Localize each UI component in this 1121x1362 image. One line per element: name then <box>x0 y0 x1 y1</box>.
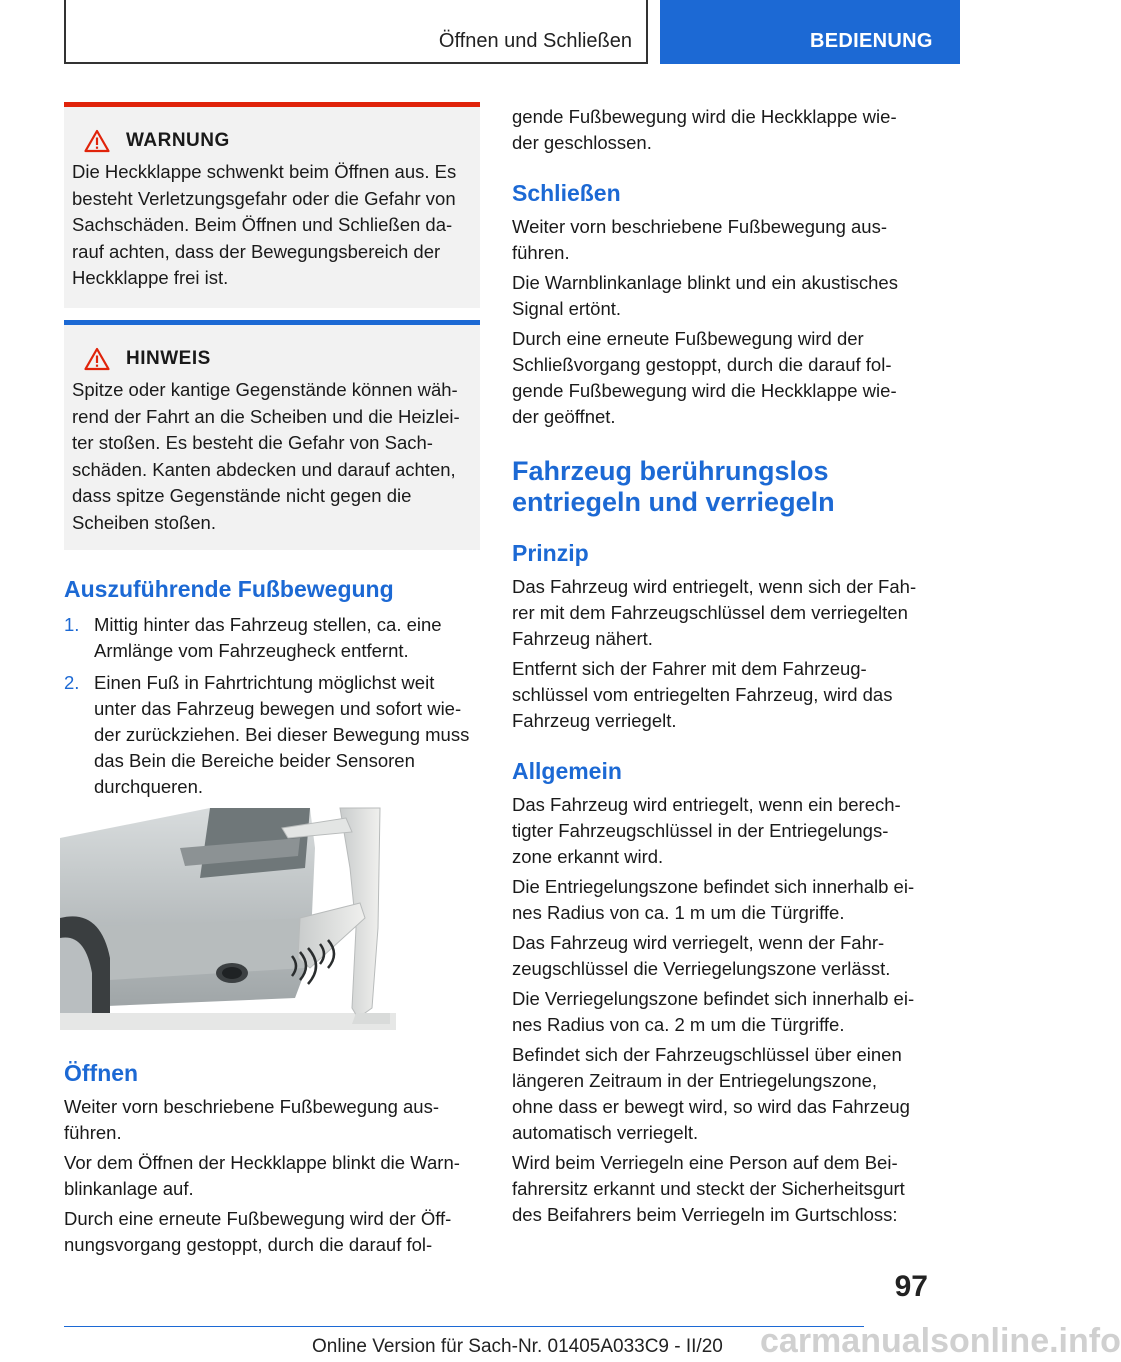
foot-gesture-illustration <box>60 808 396 1030</box>
warning-text: Die Heckklappe schwenkt beim Öffnen aus. Es besteht Verletzungsgefahr oder die Gefahr von Sachschäden. Beim Öffnen und Schließen da- rauf achten, dass der Bewegungsbereich der Heckklappe frei ist. <box>72 161 457 288</box>
principle-paragraph-1: Das Fahrzeug wird entriegelt, wenn sich der Fah- rer mit dem Fahrzeugschlüssel dem verriegelten Fahrzeug nähert. <box>512 576 917 649</box>
header-frame <box>64 0 648 64</box>
open-paragraph-1: Weiter vorn beschriebene Fußbewegung aus- führen. <box>64 1096 440 1143</box>
open-paragraph-2: Vor dem Öffnen der Heckklappe blinkt die Warn- blinkanlage auf. <box>64 1152 460 1199</box>
hint-box <box>64 320 480 550</box>
general-paragraph-4: Die Verriegelungszone befindet sich innerhalb ei- nes Radius von ca. 2 m um die Türgriffe. <box>512 988 915 1035</box>
general-paragraph-6: Wird beim Verriegeln eine Person auf dem Bei- fahrersitz erkannt und steckt der Sicherheitsgurt des Beifahrers beim Verriegeln im Gurtschloss: <box>512 1152 905 1225</box>
watermark: carmanualsonline.info <box>760 1322 1121 1360</box>
open-paragraph-continued: gende Fußbewegung wird die Heckklappe wie- der geschlossen. <box>512 106 897 153</box>
chapter-tab-label: BEDIENUNG <box>810 30 933 52</box>
movement-steps <box>64 612 482 806</box>
online-version-label: Online Version für Sach-Nr. 01405A033C9 - II/20 <box>312 1336 723 1357</box>
warning-label: WARNUNG <box>126 130 230 151</box>
warning-triangle-icon <box>84 129 110 153</box>
principle-paragraph-2: Entfernt sich der Fahrer mit dem Fahrzeug- schlüssel vom entriegelten Fahrzeug, wird das Fahrzeug verriegelt. <box>512 658 893 731</box>
page-number: 97 <box>894 1270 928 1303</box>
general-paragraph-3: Das Fahrzeug wird verriegelt, wenn der Fahr- zeugschlüssel die Verriegelungszone verlässt. <box>512 932 891 979</box>
list-item: 2. Einen Fuß in Fahrtrichtung möglichst weit unter das Fahrzeug bewegen und sofort wie- der zurückziehen. Bei dieser Bewegung muss das Bein die Bereiche beider Sensoren durchqueren. <box>64 672 470 797</box>
general-paragraph-5: Befindet sich der Fahrzeugschlüssel über einen längeren Zeitraum in der Entriegelungszone, ohne dass er bewegt wird, so wird das Fahrzeug automatisch verriegelt. <box>512 1044 910 1143</box>
warning-box <box>64 102 480 308</box>
hint-text: Spitze oder kantige Gegenstände können wäh- rend der Fahrt an die Scheiben und die Heizlei- ter stoßen. Es besteht die Gefahr von Sach- schäden. Kanten abdecken und darauf achten, dass spitze Gegenstände nicht gegen die Scheiben stoßen. <box>72 379 460 533</box>
open-paragraph-3: Durch eine erneute Fußbewegung wird der Öff- nungsvorgang gestoppt, durch die darauf fol- <box>64 1208 452 1255</box>
chapter-tab[interactable] <box>660 0 960 64</box>
principle-heading: Prinzip <box>512 540 589 566</box>
close-paragraph-1: Weiter vorn beschriebene Fußbewegung aus- führen. <box>512 216 888 263</box>
close-paragraph-2: Die Warnblinkanlage blinkt und ein akustisches Signal ertönt. <box>512 272 898 319</box>
section-title: Öffnen und Schließen <box>438 30 632 52</box>
open-heading: Öffnen <box>64 1060 139 1086</box>
hint-triangle-icon <box>84 347 110 371</box>
hint-label: HINWEIS <box>126 348 211 369</box>
general-heading: Allgemein <box>512 758 622 784</box>
close-heading: Schließen <box>512 180 621 206</box>
contactless-heading: Fahrzeug berührungslos entriegeln und verriegeln <box>512 456 835 517</box>
movement-heading: Auszuführende Fußbewegung <box>64 576 394 602</box>
footer-divider <box>64 1326 864 1327</box>
general-paragraph-2: Die Entriegelungszone befindet sich innerhalb ei- nes Radius von ca. 1 m um die Türgriffe. <box>512 876 915 923</box>
close-paragraph-3: Durch eine erneute Fußbewegung wird der Schließvorgang gestoppt, durch die darauf fol- gende Fußbewegung wird die Heckklappe wie- der geöffnet. <box>512 328 897 427</box>
list-item: 1. Mittig hinter das Fahrzeug stellen, ca. eine Armlänge vom Fahrzeugheck entfernt. <box>64 614 442 661</box>
general-paragraph-1: Das Fahrzeug wird entriegelt, wenn ein berech- tigter Fahrzeugschlüssel in der Entriegelungs- zone erkannt wird. <box>512 794 901 867</box>
